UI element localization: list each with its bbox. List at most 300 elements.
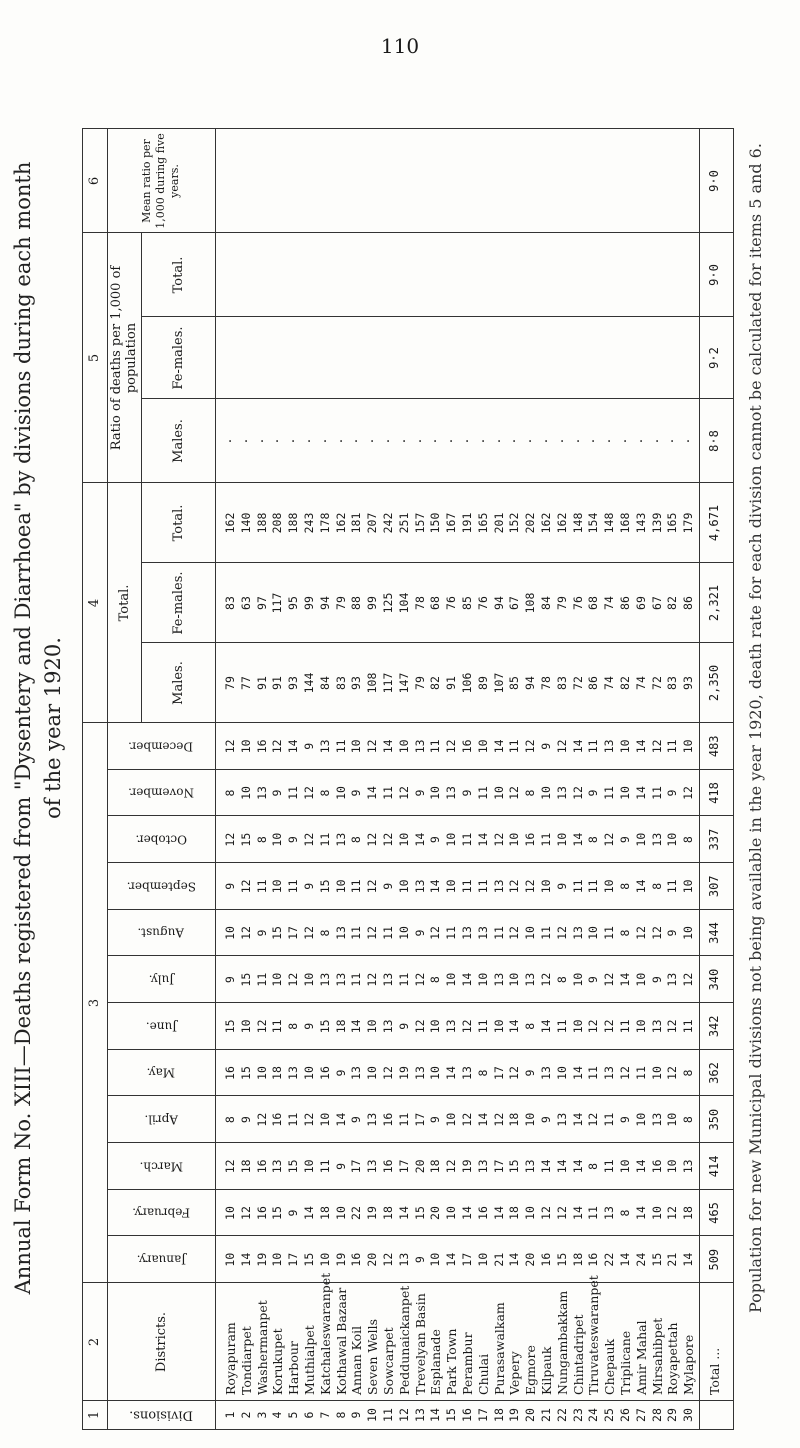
ratio-total-females: 9·2: [707, 347, 721, 369]
monthly-death-count: 9: [460, 789, 474, 797]
monthly-death-count: 13: [602, 739, 617, 754]
monthly-death-count: 10: [349, 739, 364, 754]
monthly-death-count: 10: [507, 972, 522, 987]
monthly-death-count: 10: [223, 926, 237, 940]
monthly-death-count: 13: [523, 972, 538, 987]
monthly-death-count: 13: [444, 1019, 459, 1034]
monthly-death-count: 10: [270, 832, 285, 847]
district-name: Trevelyan Basin: [412, 1293, 428, 1395]
monthly-death-count: 9: [539, 742, 553, 750]
monthly-death-count: 14: [633, 786, 648, 800]
monthly-death-count: 11: [333, 739, 348, 754]
monthly-death-count: 14: [491, 1206, 506, 1220]
month-total-march: 414: [707, 1155, 721, 1178]
total-males-cell: 108: [365, 672, 380, 694]
monthly-death-count: 10: [428, 1252, 443, 1267]
monthly-death-count: 13: [286, 1066, 301, 1080]
monthly-death-count: 14: [475, 1112, 490, 1127]
monthly-death-count: 10: [302, 1066, 316, 1080]
monthly-death-count: 11: [602, 926, 617, 940]
monthly-death-count: 10: [618, 786, 632, 800]
monthly-death-count: 13: [554, 786, 569, 800]
monthly-death-count: 13: [649, 1019, 664, 1034]
monthly-death-count: 13: [475, 926, 490, 940]
monthly-death-count: 21: [491, 1252, 506, 1267]
monthly-death-count: 12: [238, 926, 253, 940]
monthly-death-count: 14: [570, 1159, 585, 1174]
monthly-death-count: 12: [223, 739, 237, 754]
monthly-death-count: 17: [491, 1159, 506, 1174]
total-total-cell: 191: [460, 512, 474, 534]
monthly-death-count: 12: [602, 972, 617, 987]
ratio-males-placeholder: ·: [507, 437, 522, 445]
total-females-cell: 68: [428, 596, 443, 610]
total-females-cell: 99: [365, 596, 380, 610]
month-header-october: October.: [135, 832, 187, 847]
month-total-october: 337: [707, 828, 721, 851]
monthly-death-count: 9: [665, 929, 680, 937]
monthly-death-count: 18: [507, 1206, 522, 1220]
total-females-cell: 82: [665, 596, 680, 610]
total-females-cell: 79: [333, 596, 348, 610]
monthly-death-count: 12: [223, 1159, 237, 1174]
monthly-death-count: 10: [444, 1206, 459, 1220]
subheader-divider: [141, 233, 142, 483]
division-number: 5: [286, 1411, 301, 1419]
ratio-males-placeholder: ·: [460, 437, 474, 445]
monthly-death-count: 9: [286, 836, 301, 844]
district-name: Egmore: [523, 1345, 539, 1395]
monthly-death-count: 16: [523, 832, 538, 847]
district-name: Perambur: [460, 1332, 475, 1395]
total-males-cell: 77: [238, 676, 253, 690]
total-females-cell: 76: [570, 596, 585, 610]
month-header-april: April.: [144, 1112, 178, 1127]
monthly-death-count: 12: [649, 739, 664, 754]
grand-total-females: 2,321: [707, 584, 721, 622]
monthly-death-count: 16: [475, 1206, 490, 1220]
ratio-males-placeholder: ·: [586, 437, 601, 445]
districts-header: Districts.: [153, 1311, 169, 1373]
total-total-cell: 143: [633, 512, 648, 534]
monthly-death-count: 18: [428, 1159, 443, 1174]
monthly-death-count: 17: [460, 1252, 474, 1267]
monthly-death-count: 15: [286, 1159, 301, 1174]
monthly-death-count: 12: [302, 786, 316, 800]
total-males-cell: 83: [554, 676, 569, 690]
monthly-death-count: 14: [633, 1159, 648, 1174]
monthly-death-count: 12: [444, 739, 459, 754]
monthly-death-count: 14: [349, 1019, 364, 1034]
monthly-death-count: 13: [602, 1206, 617, 1220]
monthly-death-count: 9: [349, 789, 364, 797]
monthly-death-count: 16: [254, 1206, 269, 1220]
division-number: 3: [254, 1411, 269, 1419]
monthly-death-count: 14: [428, 879, 443, 894]
monthly-death-count: 14: [539, 1159, 553, 1174]
column-divider: [83, 232, 733, 233]
monthly-death-count: 11: [602, 1159, 617, 1174]
monthly-death-count: 10: [444, 832, 459, 847]
total-total-cell: 140: [238, 512, 253, 534]
total-total-cell: 207: [365, 512, 380, 534]
monthly-death-count: 13: [317, 739, 332, 754]
total-males-cell: 93: [681, 676, 696, 690]
division-number: 30: [681, 1408, 696, 1422]
monthly-death-count: 12: [254, 1019, 269, 1034]
monthly-death-count: 11: [349, 926, 364, 940]
total-males-cell: 107: [491, 672, 506, 694]
monthly-death-count: 13: [523, 1159, 538, 1174]
division-number: 15: [444, 1408, 459, 1422]
division-number: 21: [539, 1408, 553, 1422]
monthly-death-count: 12: [602, 832, 617, 847]
row-divider: [107, 129, 108, 1429]
monthly-death-count: 9: [586, 976, 601, 984]
monthly-death-count: 14: [618, 1252, 632, 1267]
total-females-cell: 84: [539, 596, 553, 610]
monthly-death-count: 17: [349, 1159, 364, 1174]
monthly-death-count: 14: [381, 739, 395, 754]
monthly-death-count: 8: [523, 1022, 538, 1030]
monthly-death-count: 11: [396, 972, 411, 987]
monthly-death-count: 20: [523, 1252, 538, 1267]
monthly-death-count: 9: [523, 1069, 538, 1077]
monthly-death-count: 14: [412, 832, 427, 847]
district-name: Vepery: [507, 1351, 523, 1395]
month-total-july: 340: [707, 968, 721, 991]
total-females-cell: 76: [475, 596, 490, 610]
monthly-death-count: 11: [286, 1112, 301, 1127]
ratio-males-placeholder: ·: [475, 437, 490, 445]
monthly-death-count: 10: [618, 739, 632, 754]
district-name: Annan Koil: [349, 1325, 365, 1395]
division-number: 2: [238, 1411, 253, 1419]
monthly-death-count: 14: [286, 739, 301, 754]
monthly-death-count: 9: [223, 882, 237, 890]
monthly-death-count: 12: [365, 926, 380, 940]
total-males-cell: 91: [254, 676, 269, 690]
total-total-cell: 162: [223, 512, 237, 534]
monthly-death-count: 10: [444, 1112, 459, 1127]
monthly-death-count: 9: [539, 1116, 553, 1124]
monthly-death-count: 10: [491, 786, 506, 800]
month-header-august: August.: [137, 925, 185, 940]
row-divider: [699, 129, 700, 1429]
total-males-cell: 106: [460, 672, 474, 694]
monthly-death-count: 9: [649, 976, 664, 984]
total-males-cell: 85: [507, 676, 522, 690]
monthly-death-count: 12: [523, 739, 538, 754]
monthly-death-count: 10: [270, 879, 285, 894]
monthly-death-count: 12: [570, 786, 585, 800]
district-name: Peddunaickanpet: [396, 1285, 412, 1395]
total-males-cell: 93: [286, 676, 301, 690]
monthly-death-count: 11: [286, 786, 301, 800]
total-total-header: Total.: [170, 504, 186, 542]
ratio-males-placeholder: ·: [649, 437, 664, 445]
monthly-death-count: 11: [381, 926, 395, 940]
district-name: Tiruvateswaranpet: [586, 1275, 602, 1395]
division-number: 14: [428, 1408, 443, 1422]
monthly-death-count: 14: [507, 1019, 522, 1034]
monthly-death-count: 9: [302, 742, 316, 750]
monthly-death-count: 10: [238, 786, 253, 800]
total-males-cell: 72: [649, 676, 664, 690]
monthly-death-count: 11: [586, 1066, 601, 1080]
total-males-cell: 93: [349, 676, 364, 690]
monthly-death-count: 12: [507, 786, 522, 800]
ratio-males-placeholder: ·: [286, 437, 301, 445]
month-total-june: 342: [707, 1015, 721, 1038]
monthly-death-count: 13: [317, 972, 332, 987]
monthly-death-count: 10: [570, 1019, 585, 1034]
monthly-death-count: 10: [223, 1252, 237, 1267]
monthly-death-count: 8: [681, 1069, 696, 1077]
monthly-death-count: 14: [475, 832, 490, 847]
total-females-cell: 88: [349, 596, 364, 610]
division-number: 19: [507, 1408, 522, 1422]
monthly-death-count: 9: [428, 1116, 443, 1124]
monthly-death-count: 8: [254, 836, 269, 844]
total-males-cell: 147: [396, 672, 411, 694]
district-name: Esplanade: [428, 1329, 444, 1395]
division-number: 12: [396, 1408, 411, 1422]
total-total-cell: 178: [317, 512, 332, 534]
total-males-cell: 117: [381, 672, 395, 694]
footnote: Population for new Municipal divisions not being available in the year 1920, death rate for each division cannot be calculated for items 5 and 6.: [746, 143, 765, 1313]
division-number: 10: [365, 1408, 380, 1422]
divisions-header: Divisions.: [129, 1407, 193, 1423]
total-total-cell: 148: [602, 512, 617, 534]
monthly-death-count: 17: [491, 1066, 506, 1080]
month-total-february: 465: [707, 1202, 721, 1224]
total-total-cell: 165: [475, 512, 490, 534]
monthly-death-count: 10: [238, 739, 253, 754]
monthly-death-count: 10: [475, 972, 490, 987]
monthly-death-count: 11: [491, 926, 506, 940]
ratio-females-header: Fe-males.: [170, 326, 186, 390]
monthly-death-count: 10: [523, 926, 538, 940]
total-total-cell: 139: [649, 512, 664, 534]
monthly-death-count: 12: [539, 972, 553, 987]
monthly-death-count: 11: [681, 1019, 696, 1034]
total-females-cell: 86: [681, 596, 696, 610]
monthly-death-count: 14: [460, 972, 474, 987]
monthly-death-count: 10: [302, 972, 316, 987]
monthly-death-count: 18: [570, 1252, 585, 1267]
monthly-death-count: 15: [270, 1206, 285, 1220]
monthly-death-count: 11: [460, 832, 474, 847]
total-total-cell: 152: [507, 512, 522, 534]
district-name: Harbour: [286, 1341, 302, 1395]
subcolumn-divider: [141, 316, 733, 317]
mean-ratio-header: Mean ratio per 1,000 during five years.: [140, 133, 181, 229]
monthly-death-count: 11: [381, 786, 395, 800]
district-name: Triplicane: [618, 1330, 633, 1395]
monthly-death-count: 10: [633, 1019, 648, 1034]
division-number: 9: [349, 1411, 364, 1419]
monthly-death-count: 16: [270, 1112, 285, 1127]
monthly-death-count: 10: [396, 832, 411, 847]
monthly-death-count: 11: [649, 786, 664, 800]
total-males-cell: 82: [618, 676, 632, 690]
monthly-death-count: 10: [333, 786, 348, 800]
monthly-death-count: 13: [460, 1066, 474, 1080]
monthly-death-count: 10: [270, 972, 285, 987]
monthly-death-count: 10: [539, 879, 553, 894]
total-total-cell: 162: [539, 512, 553, 534]
monthly-death-count: 9: [554, 882, 569, 890]
monthly-death-count: 10: [570, 972, 585, 987]
month-header-september: September.: [126, 879, 196, 894]
column-number-6: 6: [87, 176, 102, 186]
monthly-death-count: 9: [238, 1116, 253, 1124]
page-number: 110: [380, 34, 420, 58]
monthly-death-count: 10: [523, 1206, 538, 1220]
ratio-males-placeholder: ·: [681, 437, 696, 445]
total-total-cell: 201: [491, 512, 506, 534]
monthly-death-count: 16: [539, 1252, 553, 1267]
monthly-death-count: 24: [633, 1252, 648, 1267]
monthly-death-count: 12: [539, 1206, 553, 1220]
total-females-cell: 97: [254, 596, 269, 610]
ratio-males-placeholder: ·: [396, 437, 411, 445]
title-line-1: Annual Form No. XIII—Deaths registered from "Dysentery and Diarrhoea" by divisions during each month: [11, 161, 35, 1295]
monthly-death-count: 10: [254, 1066, 269, 1080]
monthly-death-count: 11: [539, 926, 553, 940]
monthly-death-count: 12: [460, 1112, 474, 1127]
monthly-death-count: 14: [444, 1252, 459, 1267]
total-females-cell: 95: [286, 596, 301, 610]
total-males-cell: 82: [428, 676, 443, 690]
monthly-death-count: 11: [475, 879, 490, 894]
ratio-males-placeholder: ·: [238, 437, 253, 445]
monthly-death-count: 15: [649, 1252, 664, 1267]
division-number: 4: [270, 1411, 285, 1419]
total-females-cell: 94: [317, 596, 332, 610]
total-males-cell: 79: [223, 676, 237, 690]
monthly-death-count: 12: [412, 1019, 427, 1034]
ratio-males-placeholder: ·: [428, 437, 443, 445]
monthly-death-count: 9: [396, 1022, 411, 1030]
monthly-death-count: 10: [475, 1252, 490, 1267]
monthly-death-count: 12: [223, 832, 237, 847]
monthly-death-count: 15: [554, 1252, 569, 1267]
monthly-death-count: 13: [665, 972, 680, 987]
total-females-cell: 78: [412, 596, 427, 610]
monthly-death-count: 13: [412, 879, 427, 894]
monthly-death-count: 10: [681, 739, 696, 754]
monthly-death-count: 15: [507, 1159, 522, 1174]
monthly-death-count: 14: [491, 739, 506, 754]
total-females-header: Fe-males.: [170, 571, 186, 635]
monthly-death-count: 9: [618, 1116, 632, 1124]
monthly-death-count: 12: [665, 1206, 680, 1220]
total-females-cell: 74: [602, 596, 617, 610]
total-total-cell: 162: [554, 512, 569, 534]
total-males-cell: 79: [412, 676, 427, 690]
monthly-death-count: 11: [539, 832, 553, 847]
monthly-death-count: 15: [238, 1066, 253, 1080]
monthly-death-count: 13: [460, 926, 474, 940]
monthly-death-count: 21: [665, 1252, 680, 1267]
monthly-death-count: 12: [286, 972, 301, 987]
month-total-april: 350: [707, 1108, 721, 1131]
district-name: Mirsahibpet: [649, 1317, 665, 1395]
monthly-death-count: 14: [554, 1159, 569, 1174]
ratio-males-placeholder: ·: [254, 437, 269, 445]
monthly-death-count: 10: [633, 972, 648, 987]
monthly-death-count: 13: [270, 1159, 285, 1174]
monthly-death-count: 10: [602, 879, 617, 894]
monthly-death-count: 11: [270, 1019, 285, 1034]
total-females-cell: 85: [460, 596, 474, 610]
total-females-cell: 76: [444, 596, 459, 610]
division-number: 6: [302, 1411, 316, 1419]
ratio-males-placeholder: ·: [223, 437, 237, 445]
division-number: 20: [523, 1408, 538, 1422]
total-females-cell: 83: [223, 596, 237, 610]
monthly-death-count: 10: [618, 1159, 632, 1174]
total-males-cell: 91: [444, 676, 459, 690]
monthly-death-count: 11: [286, 879, 301, 894]
monthly-death-count: 22: [602, 1252, 617, 1267]
district-name: Amir Mahal: [633, 1320, 649, 1395]
monthly-death-count: 11: [618, 1019, 632, 1034]
monthly-death-count: 22: [349, 1206, 364, 1220]
total-total-cell: 168: [618, 512, 632, 534]
monthly-death-count: 12: [302, 926, 316, 940]
monthly-death-count: 12: [665, 1019, 680, 1034]
column-number-1: 1: [87, 1410, 102, 1420]
monthly-death-count: 12: [507, 926, 522, 940]
monthly-death-count: 16: [586, 1252, 601, 1267]
monthly-death-count: 13: [539, 1066, 553, 1080]
total-males-cell: 74: [633, 676, 648, 690]
monthly-death-count: 10: [444, 972, 459, 987]
monthly-death-count: 8: [586, 836, 601, 844]
monthly-death-count: 15: [238, 832, 253, 847]
ratio-total-header: Total.: [170, 256, 186, 294]
monthly-death-count: 20: [412, 1159, 427, 1174]
total-males-cell: 86: [586, 676, 601, 690]
monthly-death-count: 11: [586, 1206, 601, 1220]
monthly-death-count: 12: [396, 786, 411, 800]
monthly-death-count: 12: [238, 1206, 253, 1220]
monthly-death-count: 12: [381, 1252, 395, 1267]
monthly-death-count: 14: [333, 1112, 348, 1127]
ratio-males-header: Males.: [170, 419, 186, 463]
monthly-death-count: 10: [302, 1159, 316, 1174]
ratio-males-placeholder: ·: [412, 437, 427, 445]
monthly-death-count: 12: [302, 832, 316, 847]
monthly-death-count: 12: [618, 1066, 632, 1080]
month-total-september: 307: [707, 875, 721, 898]
monthly-death-count: 9: [333, 1162, 348, 1170]
monthly-death-count: 16: [317, 1066, 332, 1080]
monthly-death-count: 16: [381, 1159, 395, 1174]
monthly-death-count: 9: [412, 789, 427, 797]
monthly-death-count: 11: [444, 926, 459, 940]
monthly-death-count: 11: [254, 972, 269, 987]
monthly-death-count: 18: [317, 1206, 332, 1220]
monthly-death-count: 10: [365, 1066, 380, 1080]
division-number: 24: [586, 1408, 601, 1422]
monthly-death-count: 13: [444, 786, 459, 800]
monthly-death-count: 15: [317, 879, 332, 894]
ratio-males-placeholder: ·: [270, 437, 285, 445]
